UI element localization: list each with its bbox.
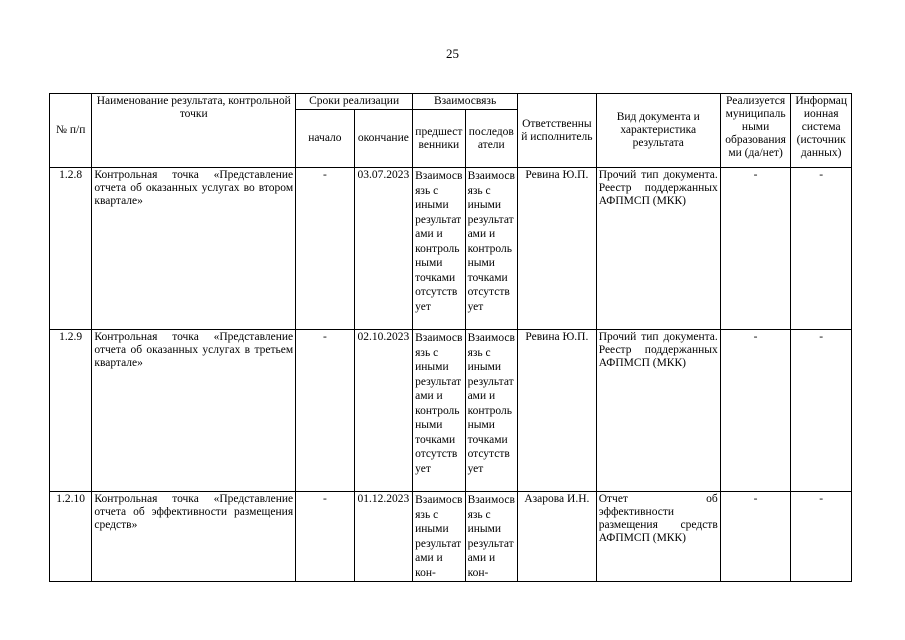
row-num: 1.2.8 [50, 168, 92, 330]
row-responsible: Ревина Ю.П. [518, 168, 597, 330]
row-end: 01.12.2023 [354, 492, 413, 582]
row-doc: Прочий тип документа. Реестр поддержанных АФПМСП (МКК) [596, 168, 720, 330]
row-start: - [296, 330, 355, 492]
row-doc: Прочий тип документа. Реестр поддержанных АФПМСП (МКК) [596, 330, 720, 492]
table-row [50, 492, 852, 582]
row-responsible: Ревина Ю.П. [518, 330, 597, 492]
row-doc: Отчет об эффективности размещения средств АФПМСП (МКК) [596, 492, 720, 582]
header-terms: Сроки реализации [296, 94, 413, 110]
row-municipal: - [720, 330, 791, 492]
row-info: - [791, 492, 852, 582]
row-predecessors: Взаимосвязь с иными результатами и контрольными точками отсутствует [413, 330, 465, 492]
row-start: - [296, 168, 355, 330]
results-table [49, 93, 852, 582]
row-info: - [791, 330, 852, 492]
row-successors: Взаимосвязь с иными результатами и контрольными точками отсутствует [465, 330, 517, 492]
header-successors: последователи [465, 110, 517, 168]
page-number: 25 [446, 46, 459, 61]
header-responsible: Ответственный исполнитель [518, 94, 597, 168]
row-name: Контрольная точка «Представление отчета об эффективности размещения средств» [92, 492, 296, 582]
row-info: - [791, 168, 852, 330]
row-name: Контрольная точка «Представление отчета об оказанных услугах в третьем квартале» [92, 330, 296, 492]
header-info-system: Информационная система (источник данных) [791, 94, 852, 168]
row-responsible: Азарова И.Н. [518, 492, 597, 582]
row-predecessors: Взаимосвязь с иными результатами и контрольными точками отсутствует [413, 168, 465, 330]
row-successors: Взаимосвязь с иными результатами и кон- [465, 492, 517, 582]
row-num: 1.2.10 [50, 492, 92, 582]
header-doc-type: Вид документа и характеристика результата [596, 94, 720, 168]
row-successors: Взаимосвязь с иными результатами и контрольными точками отсутствует [465, 168, 517, 330]
header-municipal: Реализуется муниципальными образованиями (да/нет) [720, 94, 791, 168]
header-start: начало [296, 110, 355, 168]
table-row [50, 330, 852, 492]
header-name: Наименование результата, контрольной точки [92, 94, 296, 168]
header-predecessors: предшественники [413, 110, 465, 168]
row-name: Контрольная точка «Представление отчета об оказанных услугах во втором квартале» [92, 168, 296, 330]
row-municipal: - [720, 492, 791, 582]
row-predecessors: Взаимосвязь с иными результатами и кон- [413, 492, 465, 582]
header-end: окончание [354, 110, 413, 168]
row-municipal: - [720, 168, 791, 330]
row-num: 1.2.9 [50, 330, 92, 492]
table-row [50, 168, 852, 330]
row-end: 03.07.2023 [354, 168, 413, 330]
row-end: 02.10.2023 [354, 330, 413, 492]
header-num: № п/п [50, 94, 92, 168]
header-relation: Взаимосвязь [413, 94, 518, 110]
row-start: - [296, 492, 355, 582]
